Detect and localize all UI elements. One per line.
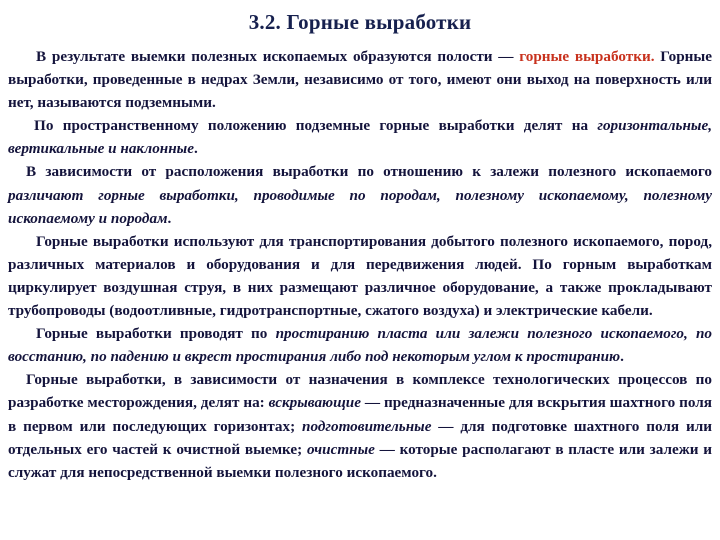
p2-emphasis: горизонтальные, вертикальные и наклонные [8, 117, 712, 158]
p6-emphasis-2: подготовительные [302, 417, 432, 435]
p3-text-b: . [167, 209, 172, 227]
paragraph-2 [8, 114, 712, 160]
paragraph-3 [8, 160, 712, 229]
p1-text-a: В результате выемки полезных ископаемых образуются полости — [36, 48, 520, 65]
p6-text-b: — предназначенные для вскрытия шахтного поля в первом или последующих горизонтах; [8, 394, 712, 435]
p6-emphasis-1: вскрывающие [268, 394, 361, 412]
p5-emphasis: простиранию пласта или залежи полезного ископаемого, по восстанию, по падению и вкрест простирания либо под некоторым углом к простиранию [8, 325, 713, 366]
p3-text-a: В зависимости от расположения выработки по отношению к залежи полезного ископаемого [26, 163, 712, 181]
p2-text-b: . [193, 140, 198, 158]
p5-text-a: Горные выработки проводят по [36, 325, 276, 343]
p6-text-c: — для подготовке шахтного поля или отдельных его частей к очистной выемке; [8, 417, 712, 458]
paragraph-4: Горные выработки используют для транспортирования добытого полезного ископаемого, пород, различных материалов и оборудования и для передвижения людей. По горным выработкам циркулирует воздушная струя, в них размещают различное оборудование, а также прокладывают трубопроводы (водоотливные, гидротранспортные, сжатого воздуха) и электрические кабели. [8, 232, 712, 320]
paragraph-6 [8, 368, 712, 483]
p3-emphasis: различают горные выработки, проводимые по породам, полезному ископаемому, полезному ископаемому и породам [8, 186, 712, 227]
p6-text-d: — которые располагают в пласте или залежи и служат для непосредственной выемки полезного ископаемого. [8, 440, 712, 481]
slide-body [8, 45, 712, 484]
p1-text-b: Горные выработки, проведенные в недрах Земли, независимо от того, имеют они выход на поверхность или нет, называются подземными. [8, 48, 712, 112]
p2-text-a: По пространственному положению подземные горные выработки делят на [34, 117, 598, 135]
paragraph-1 [8, 45, 712, 114]
p5-text-b: . [620, 348, 624, 366]
p6-text-a: Горные выработки, в зависимости от назначения в комплексе технологических процессов по разработке месторождения, делят на: [8, 371, 712, 412]
p1-highlight-term: горные выработки. [519, 48, 655, 65]
p6-emphasis-3: очистные [306, 440, 375, 458]
slide-title: 3.2. Горные выработки [248, 10, 472, 34]
paragraph-5 [8, 322, 712, 368]
